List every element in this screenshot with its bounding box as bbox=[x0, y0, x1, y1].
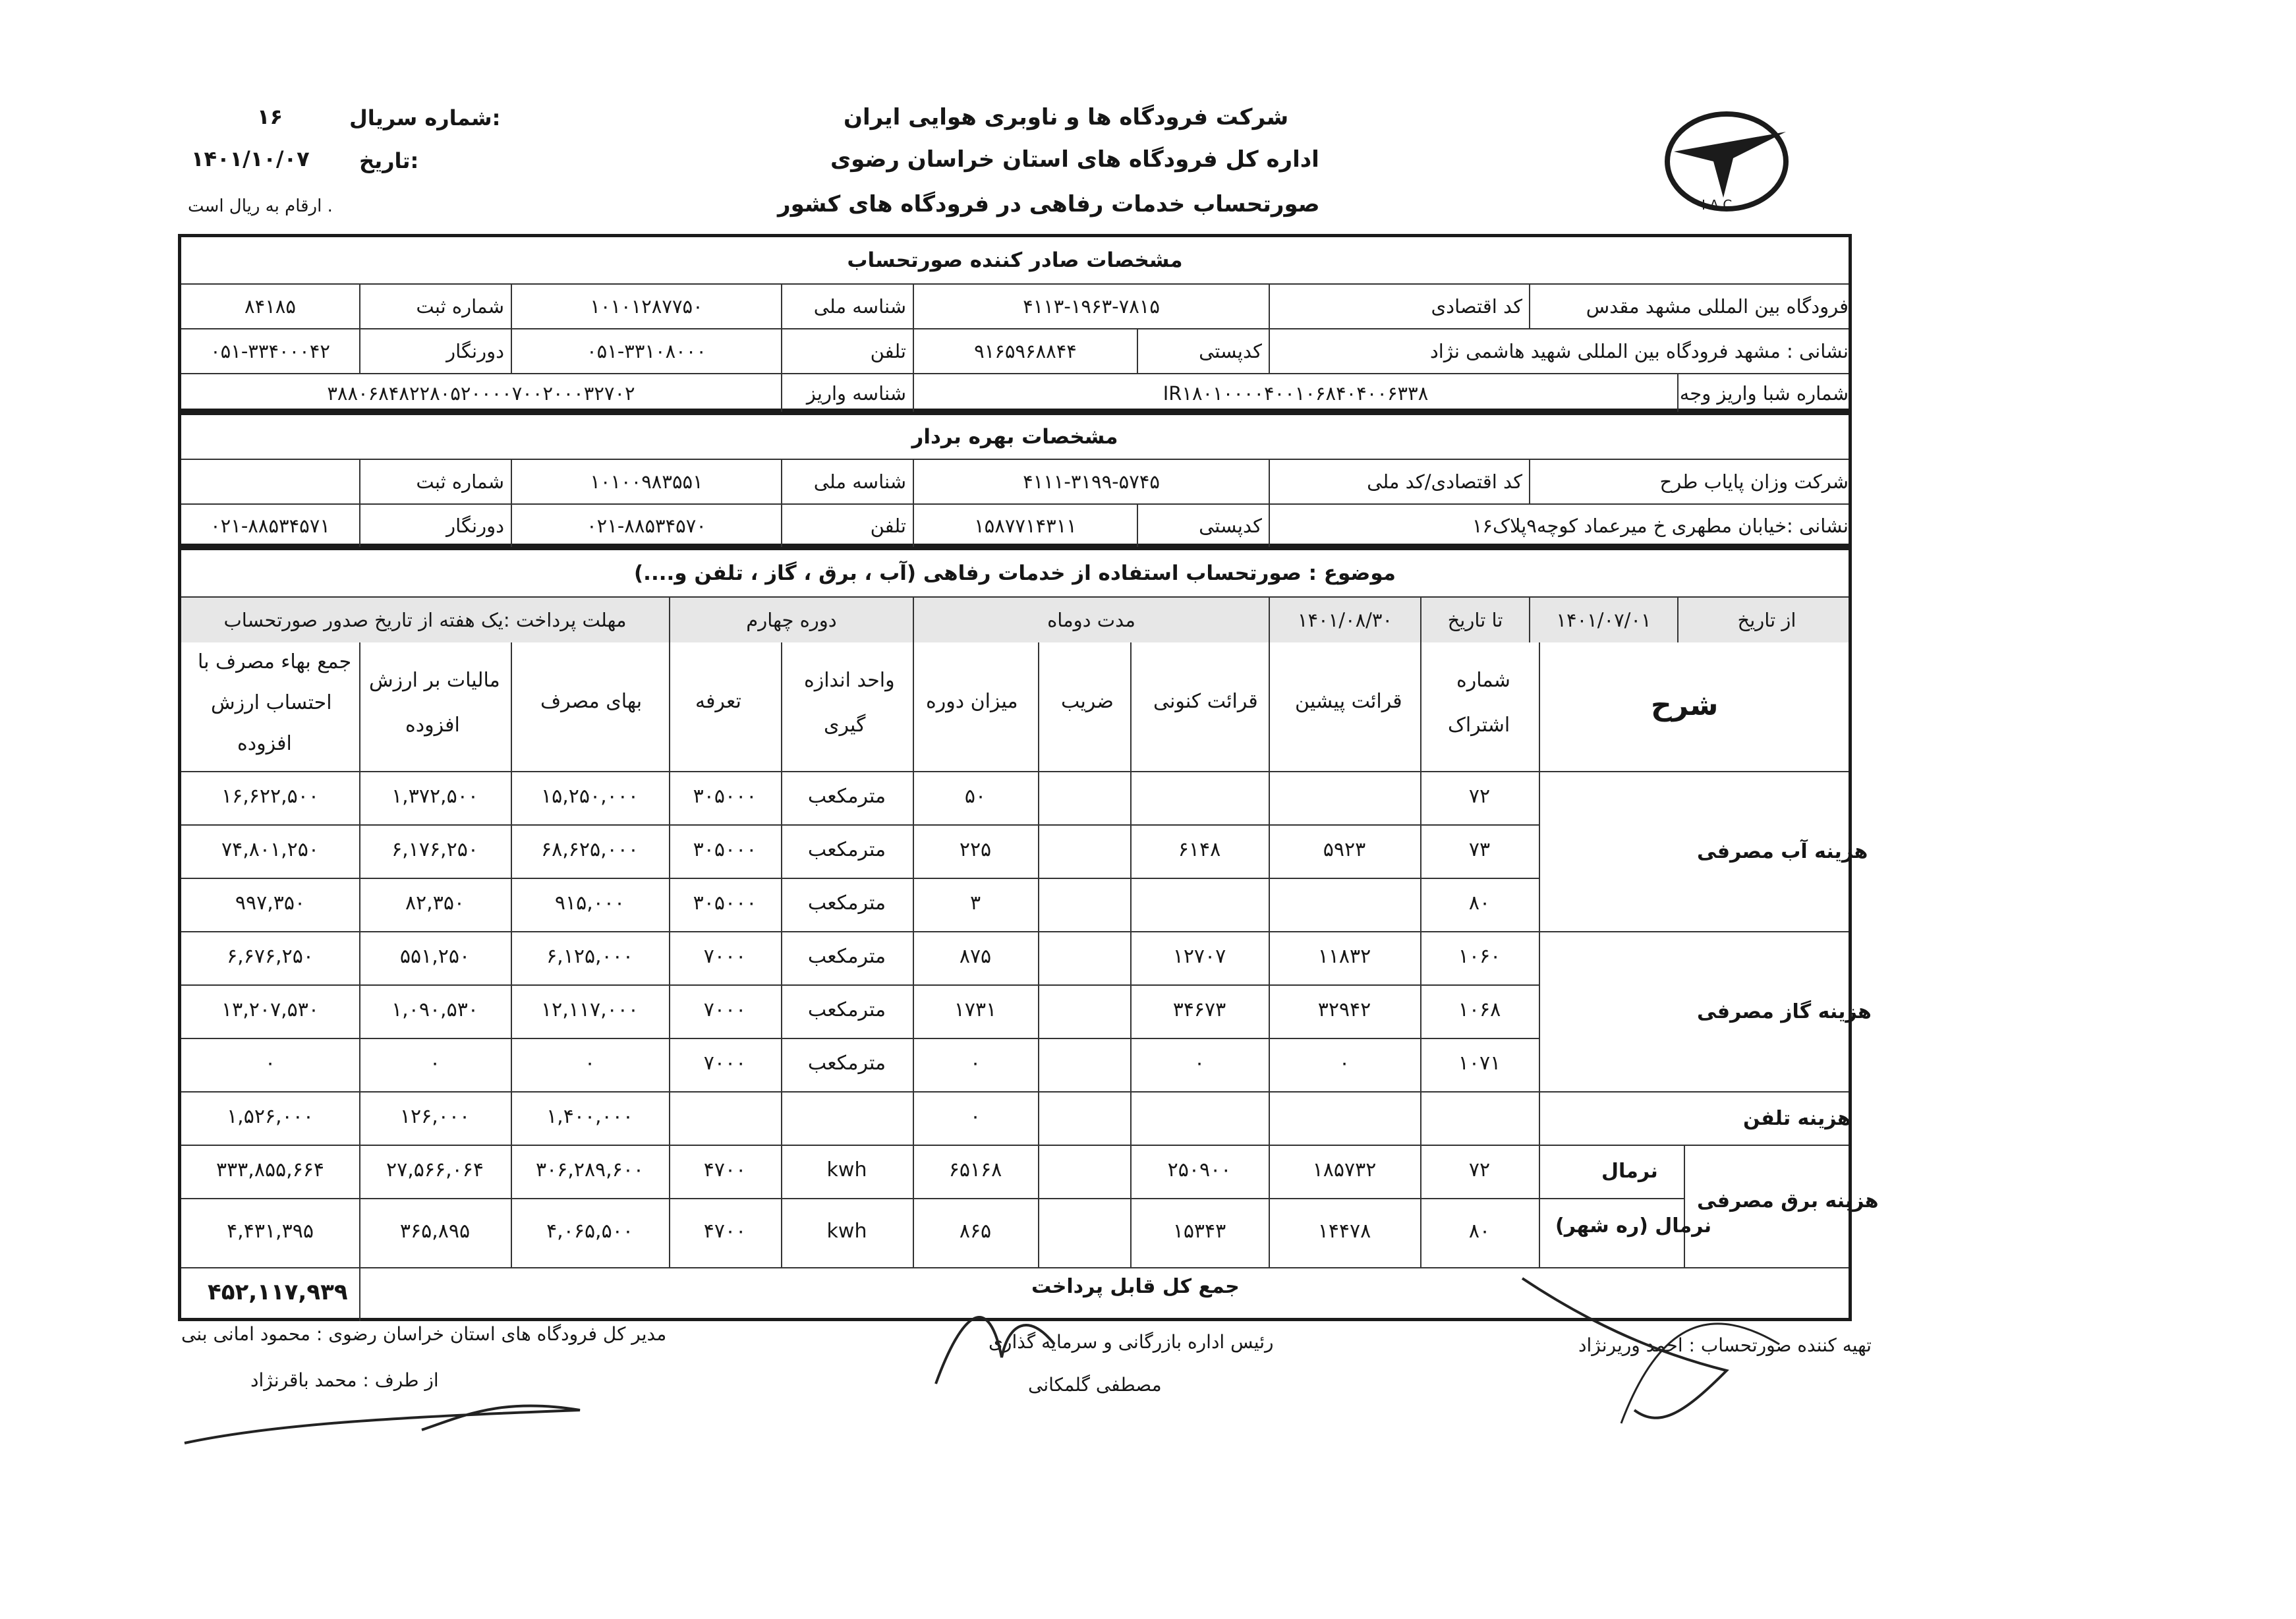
invoice-title: صورتحساب خدمات رفاهی در فرودگاه های کشور bbox=[778, 191, 1320, 217]
cell-amount: ۳ bbox=[969, 891, 981, 915]
cell-total: ۱۶,۶۲۲,۵۰۰ bbox=[221, 784, 319, 808]
group-electricity: هزینه برق مصرفی bbox=[1697, 1189, 1879, 1212]
cell-unit: مترمکعب bbox=[807, 998, 886, 1021]
payment-deadline: مهلت پرداخت :یک هفته از تاریخ صدور صورتحساب bbox=[223, 609, 627, 631]
cell-tariff: ۴۷۰۰ bbox=[703, 1158, 747, 1181]
cell-sub: ۱۰۶۸ bbox=[1458, 998, 1501, 1021]
issuer-fax: ۰۵۱-۳۳۴۰۰۰۴۲ bbox=[210, 340, 330, 362]
cell-cost: ۹۱۵,۰۰۰ bbox=[554, 891, 625, 915]
items-table bbox=[178, 642, 1879, 1321]
customer-econ-code-label: کد اقتصادی/کد ملی bbox=[1269, 460, 1529, 503]
cell-total: ۹۹۷,۳۵۰ bbox=[235, 891, 306, 915]
customer-reg-no bbox=[181, 460, 359, 503]
col-curr-reading: قرائت کنونی bbox=[1153, 690, 1258, 713]
cell-sub: ۸۰ bbox=[1468, 891, 1491, 915]
cell-prev: ۱۸۵۷۳۲ bbox=[1312, 1158, 1377, 1181]
cell-unit: kwh bbox=[826, 1158, 867, 1181]
cell-sub: ۱۰۶۰ bbox=[1458, 944, 1501, 968]
cell-unit: مترمکعب bbox=[807, 1051, 886, 1075]
cell-curr: ۱۲۷۰۷ bbox=[1172, 944, 1226, 968]
customer-fax-label: دورنگار bbox=[359, 505, 511, 547]
to-date: ۱۴۰۱/۰۸/۳۰ bbox=[1269, 598, 1420, 642]
issuer-reg-label: شماره ثبت bbox=[359, 285, 511, 328]
deposit-id-label: شناسه واریز bbox=[781, 374, 913, 412]
cell-total: ۰ bbox=[264, 1051, 276, 1075]
chief-title: رئیس اداره بازرگانی و سرمایه گذاری bbox=[989, 1331, 1274, 1353]
issuer-econ-code-label: کد اقتصادی bbox=[1269, 285, 1529, 328]
cell-cost: ۳۰۶,۲۸۹,۶۰۰ bbox=[535, 1158, 645, 1181]
cell-total: ۷۴,۸۰۱,۲۵۰ bbox=[221, 838, 319, 861]
cell-total: ۶,۶۷۶,۲۵۰ bbox=[227, 944, 314, 968]
serial-label: شماره سریال: bbox=[349, 105, 501, 130]
cell-sub: ۷۳ bbox=[1468, 838, 1491, 861]
cell-prev: ۳۲۹۴۲ bbox=[1317, 998, 1371, 1021]
issuer-national-id-label: شناسه ملی bbox=[781, 285, 913, 328]
grand-total: ۴۵۲,۱۱۷,۹۳۹ bbox=[208, 1279, 348, 1305]
customer-name: شرکت وزان پایاب طرح bbox=[1529, 460, 1855, 503]
group-water: هزینه آب مصرفی bbox=[1697, 840, 1868, 863]
col-period-amount: میزان دوره bbox=[926, 690, 1018, 713]
cell-amount: ۸۷۵ bbox=[959, 944, 992, 968]
col-subscription-1: شماره bbox=[1456, 669, 1510, 692]
customer-title: مشخصات بهره بردار bbox=[911, 425, 1118, 449]
cell-cost: ۶۸,۶۲۵,۰۰۰ bbox=[541, 838, 639, 861]
issuer-table bbox=[178, 234, 1852, 412]
col-subscription-2: اشتراک bbox=[1448, 714, 1510, 737]
cell-unit: kwh bbox=[826, 1219, 867, 1243]
subject-table bbox=[178, 547, 1852, 642]
cell-cost: ۶,۱۲۵,۰۰۰ bbox=[546, 944, 633, 968]
cell-curr: ۰ bbox=[1193, 1051, 1205, 1075]
col-vat-2: افزوده bbox=[405, 714, 460, 737]
cell-amount: ۸۶۵ bbox=[959, 1219, 992, 1243]
sheba-number: IR۱۸۰۱۰۰۰۰۴۰۰۱۰۶۸۴۰۴۰۰۶۳۳۸ bbox=[913, 374, 1677, 412]
customer-national-id: ۱۰۱۰۰۹۸۳۵۵۱ bbox=[511, 460, 781, 503]
cell-cost: ۱,۴۰۰,۰۰۰ bbox=[546, 1104, 633, 1128]
elec-normal: نرمال bbox=[1601, 1160, 1658, 1183]
to-date-label: تا تاریخ bbox=[1420, 598, 1529, 642]
cell-unit: مترمکعب bbox=[807, 944, 886, 968]
cell-curr: ۳۴۶۷۳ bbox=[1172, 998, 1226, 1021]
cell-sub: ۷۲ bbox=[1468, 784, 1491, 808]
cell-amount: ۰ bbox=[969, 1104, 981, 1128]
issuer-address: نشانی : مشهد فرودگاه بین المللی شهید هاشمی نژاد bbox=[1269, 329, 1855, 373]
cell-tariff: ۷۰۰۰ bbox=[703, 998, 747, 1021]
cell-curr: ۶۱۴۸ bbox=[1178, 838, 1221, 861]
round: دوره چهارم bbox=[669, 598, 913, 642]
col-vat-1: مالیات بر ارزش bbox=[369, 669, 500, 692]
group-phone: هزینه تلفن bbox=[1743, 1107, 1851, 1130]
subject: موضوع : صورتحساب استفاده از خدمات رفاهی (آب ، برق ، گاز ، تلفن و....) bbox=[634, 561, 1396, 585]
deposit-id: ۳۸۸۰۶۸۴۸۲۲۸۰۵۲۰۰۰۰۷۰۰۲۰۰۰۳۲۷۰۲ bbox=[327, 382, 635, 405]
col-prev-reading: قرائت پیشین bbox=[1295, 690, 1402, 713]
cell-total: ۱,۵۲۶,۰۰۰ bbox=[227, 1104, 314, 1128]
preparer: تهیه کننده صورتحساب : احمد وریرنژاد bbox=[1578, 1334, 1872, 1356]
issuer-fax-label: دورنگار bbox=[359, 329, 511, 373]
cell-tariff: ۷۰۰۰ bbox=[703, 944, 747, 968]
duration: مدت دوماه bbox=[913, 598, 1269, 642]
cell-amount: ۰ bbox=[969, 1051, 981, 1075]
cell-total: ۱۳,۲۰۷,۵۳۰ bbox=[221, 998, 319, 1021]
cell-vat: ۲۷,۵۶۶,۰۶۴ bbox=[386, 1158, 484, 1181]
issuer-postal-label: کدپستی bbox=[1137, 329, 1269, 373]
issuer-reg-no: ۸۴۱۸۵ bbox=[244, 295, 296, 318]
cell-amount: ۵۰ bbox=[964, 784, 987, 808]
cell-total: ۳۳۳,۸۵۵,۶۶۴ bbox=[215, 1158, 325, 1181]
cell-tariff: ۳۰۵۰۰۰ bbox=[693, 838, 757, 861]
customer-econ-code: ۴۱۱۱-۳۱۹۹-۵۷۴۵ bbox=[913, 460, 1269, 503]
cell-tariff: ۳۰۵۰۰۰ bbox=[693, 784, 757, 808]
serial-value: ۱۶ bbox=[257, 104, 283, 129]
customer-address: نشانی :خیابان مطهری خ میرعماد کوچه۹پلاک۱۶ bbox=[1269, 505, 1855, 547]
customer-national-id-label: شناسه ملی bbox=[781, 460, 913, 503]
customer-fax: ۰۲۱-۸۸۵۳۴۵۷۱ bbox=[210, 515, 330, 537]
cell-prev: ۱۱۸۳۲ bbox=[1317, 944, 1371, 968]
company-title: شرکت فرودگاه ها و ناوبری هوایی ایران bbox=[844, 104, 1289, 130]
group-gas: هزینه گاز مصرفی bbox=[1697, 1000, 1872, 1023]
col-coefficient: ضریب bbox=[1061, 690, 1114, 713]
cell-amount: ۶۵۱۶۸ bbox=[948, 1158, 1002, 1181]
issuer-name: فرودگاه بین المللی مشهد مقدس bbox=[1529, 285, 1855, 328]
cell-vat: ۶,۱۷۶,۲۵۰ bbox=[391, 838, 478, 861]
cell-vat: ۱,۳۷۲,۵۰۰ bbox=[391, 784, 478, 808]
cell-sub: ۸۰ bbox=[1468, 1219, 1491, 1243]
logo-text: I A C bbox=[1702, 197, 1733, 213]
cell-unit: مترمکعب bbox=[807, 891, 886, 915]
sheba-label: شماره شبا واریز وجه bbox=[1677, 374, 1855, 412]
from-date-label: از تاریخ bbox=[1677, 598, 1855, 642]
date-value: ۱۴۰۱/۱۰/۰۷ bbox=[191, 146, 310, 171]
airport-logo-icon bbox=[1661, 105, 1793, 217]
cell-vat: ۳۶۵,۸۹۵ bbox=[399, 1219, 471, 1243]
cell-amount: ۱۷۳۱ bbox=[954, 998, 997, 1021]
cell-unit: مترمکعب bbox=[807, 784, 886, 808]
issuer-phone: ۰۵۱-۳۳۱۰۸۰۰۰ bbox=[511, 329, 781, 373]
issuer-phone-label: تلفن bbox=[781, 329, 913, 373]
issuer-title: مشخصات صادر کننده صورتحساب bbox=[847, 248, 1183, 272]
issuer-national-id: ۱۰۱۰۱۲۸۷۷۵۰ bbox=[511, 285, 781, 328]
col-total-3: افزوده bbox=[237, 732, 292, 755]
cell-cost: ۱۲,۱۱۷,۰۰۰ bbox=[541, 998, 639, 1021]
date-label: تاریخ: bbox=[359, 148, 419, 173]
customer-table bbox=[178, 412, 1852, 547]
department-title: اداره کل فرودگاه های استان خراسان رضوی bbox=[830, 146, 1319, 173]
col-total-1: جمع بهاء مصرف با bbox=[198, 650, 352, 673]
col-cost: بهای مصرف bbox=[540, 690, 643, 713]
on-behalf: از طرف : محمد باقرنژاد bbox=[250, 1369, 439, 1391]
elec-city: نرمال (ره شهر) bbox=[1555, 1214, 1712, 1237]
cell-vat: ۱۲۶,۰۰۰ bbox=[399, 1104, 471, 1128]
issuer-postal: ۹۱۶۵۹۶۸۸۴۴ bbox=[913, 329, 1137, 373]
currency-note: ارقام به ریال است . bbox=[188, 196, 333, 216]
col-tariff: تعرفه bbox=[695, 690, 741, 713]
col-unit-2: گیری bbox=[824, 714, 866, 737]
cell-cost: ۴,۰۶۵,۵۰۰ bbox=[546, 1219, 633, 1243]
cell-curr: ۲۵۰۹۰۰ bbox=[1167, 1158, 1232, 1181]
cell-cost: ۱۵,۲۵۰,۰۰۰ bbox=[541, 784, 639, 808]
cell-prev: ۰ bbox=[1338, 1051, 1350, 1075]
director: مدیر کل فرودگاه های استان خراسان رضوی : محمود امانی بنی bbox=[181, 1323, 667, 1345]
cell-tariff: ۴۷۰۰ bbox=[703, 1219, 747, 1243]
customer-phone-label: تلفن bbox=[781, 505, 913, 547]
cell-vat: ۱,۰۹۰,۵۳۰ bbox=[391, 998, 478, 1021]
issuer-econ-code: ۴۱۱۳-۱۹۶۳-۷۸۱۵ bbox=[913, 285, 1269, 328]
customer-postal-label: کدپستی bbox=[1137, 505, 1269, 547]
chief-name: مصطفی گلمکانی bbox=[1028, 1374, 1162, 1396]
customer-phone: ۰۲۱-۸۸۵۳۴۵۷۰ bbox=[511, 505, 781, 547]
customer-reg-label: شماره ثبت bbox=[359, 460, 511, 503]
col-total-2: احتساب ارزش bbox=[211, 691, 332, 714]
grand-total-label: جمع کل قابل پرداخت bbox=[1031, 1275, 1240, 1298]
col-desc: شرح bbox=[1651, 689, 1719, 722]
customer-postal: ۱۵۸۷۷۱۴۳۱۱ bbox=[913, 505, 1137, 547]
cell-prev: ۵۹۲۳ bbox=[1323, 838, 1366, 861]
cell-prev: ۱۴۴۷۸ bbox=[1317, 1219, 1371, 1243]
col-unit-1: واحد اندازه bbox=[804, 669, 895, 692]
cell-vat: ۰ bbox=[429, 1051, 441, 1075]
cell-tariff: ۳۰۵۰۰۰ bbox=[693, 891, 757, 915]
cell-tariff: ۷۰۰۰ bbox=[703, 1051, 747, 1075]
from-date: ۱۴۰۱/۰۷/۰۱ bbox=[1529, 598, 1677, 642]
cell-vat: ۵۵۱,۲۵۰ bbox=[399, 944, 471, 968]
cell-curr: ۱۵۳۴۳ bbox=[1172, 1219, 1226, 1243]
cell-sub: ۱۰۷۱ bbox=[1458, 1051, 1501, 1075]
cell-unit: مترمکعب bbox=[807, 838, 886, 861]
cell-amount: ۲۲۵ bbox=[959, 838, 992, 861]
cell-sub: ۷۲ bbox=[1468, 1158, 1491, 1181]
cell-total: ۴,۴۳۱,۳۹۵ bbox=[227, 1219, 314, 1243]
cell-vat: ۸۲,۳۵۰ bbox=[405, 891, 465, 915]
cell-cost: ۰ bbox=[584, 1051, 596, 1075]
logo bbox=[1661, 105, 1793, 217]
